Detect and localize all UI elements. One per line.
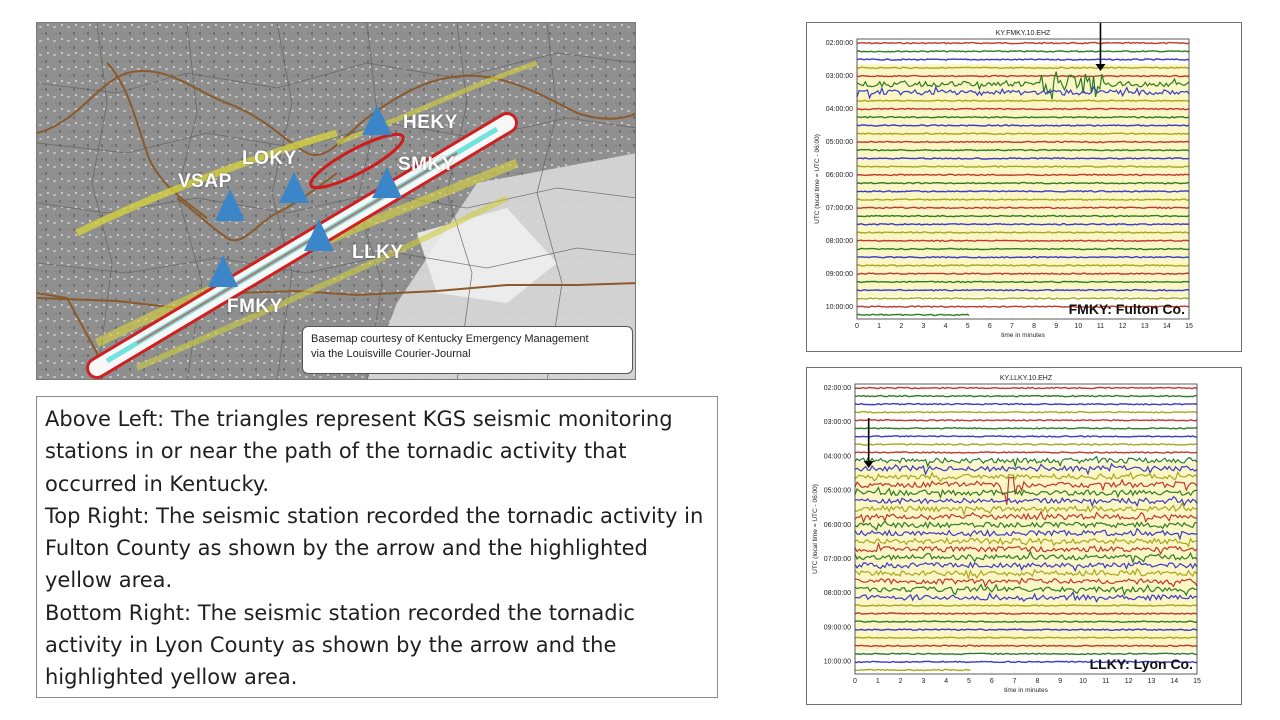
caption-bottom-right: Bottom Right: The seismic station recorded the tornadic activity in Lyon County as shown by the arrow and the highlighted yellow area. xyxy=(45,600,635,690)
trace-line xyxy=(857,314,969,315)
y-tick-label: 03:00:00 xyxy=(823,419,851,427)
x-tick-label: 13 xyxy=(1140,323,1149,330)
y-tick-label: 04:00:00 xyxy=(823,453,851,461)
seismogram-fmky xyxy=(806,22,1242,352)
station-label-vsap: VSAP xyxy=(178,171,232,192)
x-tick-label: 3 xyxy=(921,323,926,330)
plot-title: KY.FMKY.10.EHZ xyxy=(995,30,1051,37)
trace-line xyxy=(855,436,1197,437)
basemap-credit xyxy=(302,326,633,374)
trace-line xyxy=(855,396,1197,397)
x-tick-label: 11 xyxy=(1096,323,1105,330)
x-tick-label: 15 xyxy=(1193,678,1201,685)
station-name-label: LLKY: Lyon Co. xyxy=(1089,656,1193,672)
trace-line xyxy=(857,232,1189,233)
x-tick-label: 2 xyxy=(898,678,903,685)
credit-line-2: via the Louisville Courier-Journal xyxy=(311,348,471,360)
y-tick-label: 07:00:00 xyxy=(823,555,851,563)
trace-line xyxy=(855,444,1197,445)
plot-title: KY.LLKY.10.EHZ xyxy=(999,375,1053,382)
y-tick-label: 05:00:00 xyxy=(825,138,853,146)
trace-line xyxy=(857,133,1189,134)
x-tick-label: 1 xyxy=(875,678,880,685)
trace-line xyxy=(857,59,1189,60)
y-tick-label: 09:00:00 xyxy=(825,270,853,278)
trace-line xyxy=(857,240,1189,241)
trace-line xyxy=(855,404,1197,405)
trace-line xyxy=(855,428,1197,429)
station-label-heky: HEKY xyxy=(403,112,458,133)
trace-line xyxy=(855,387,1197,388)
trace-line xyxy=(855,452,1197,453)
trace-line xyxy=(857,298,1189,299)
y-tick-label: 03:00:00 xyxy=(825,72,853,80)
trace-line xyxy=(855,412,1197,413)
trace-line xyxy=(855,669,970,670)
x-tick-label: 15 xyxy=(1185,323,1193,330)
x-tick-label: 9 xyxy=(1058,678,1063,685)
x-tick-label: 6 xyxy=(987,323,992,330)
station-label-fmky: FMKY xyxy=(227,296,283,317)
x-tick-label: 5 xyxy=(965,323,970,330)
y-tick-label: 06:00:00 xyxy=(823,521,851,529)
y-tick-label: 06:00:00 xyxy=(825,171,853,179)
y-tick-label: 10:00:00 xyxy=(823,658,851,666)
x-axis-title: time in minutes xyxy=(1001,332,1045,339)
station-label-llky: LLKY xyxy=(352,242,404,263)
station-label-loky: LOKY xyxy=(242,148,297,169)
trace-line xyxy=(857,43,1189,44)
x-tick-label: 10 xyxy=(1074,323,1083,330)
x-tick-label: 12 xyxy=(1118,323,1127,330)
trace-line xyxy=(855,420,1197,421)
caption-above-left: Above Left: The triangles represent KGS seismic monitoring stations in or near the path of the tornadic activity that occurred in Kentucky. xyxy=(45,407,673,496)
x-tick-label: 12 xyxy=(1124,678,1133,685)
x-tick-label: 5 xyxy=(967,678,971,685)
y-tick-label: 08:00:00 xyxy=(825,237,853,245)
x-tick-label: 4 xyxy=(944,678,949,685)
x-tick-label: 4 xyxy=(943,323,948,330)
x-tick-label: 3 xyxy=(921,678,926,685)
x-tick-label: 14 xyxy=(1162,323,1171,330)
x-tick-label: 14 xyxy=(1170,678,1179,685)
x-tick-label: 13 xyxy=(1147,678,1156,685)
trace-line xyxy=(855,653,1197,654)
figure-caption xyxy=(36,396,718,698)
y-tick-label: 08:00:00 xyxy=(823,590,851,598)
seismogram-fmky-plot xyxy=(807,23,1242,352)
seismogram-llky xyxy=(806,367,1242,705)
x-tick-label: 2 xyxy=(899,323,904,330)
x-tick-label: 10 xyxy=(1079,678,1087,685)
trace-line xyxy=(857,51,1189,52)
x-tick-label: 7 xyxy=(1009,323,1014,330)
y-tick-label: 04:00:00 xyxy=(825,105,853,113)
station-label-smky: SMKY xyxy=(398,154,455,175)
x-tick-label: 7 xyxy=(1012,678,1017,685)
x-tick-label: 1 xyxy=(877,323,882,330)
y-axis-title: UTC (local time = UTC - 06:00) xyxy=(812,484,819,574)
y-tick-label: 09:00:00 xyxy=(823,624,851,632)
trace-line xyxy=(857,216,1189,217)
x-tick-label: 0 xyxy=(853,678,857,685)
highlighted-area xyxy=(857,64,1189,296)
y-axis-title: UTC (local time = UTC - 06:00) xyxy=(814,134,821,224)
x-tick-label: 0 xyxy=(855,323,859,330)
seismogram-llky-plot xyxy=(807,368,1242,705)
y-tick-label: 02:00:00 xyxy=(823,385,851,392)
x-tick-label: 9 xyxy=(1054,323,1059,330)
station-name-label: FMKY: Fulton Co. xyxy=(1068,301,1185,317)
trace-line xyxy=(857,166,1189,167)
y-tick-label: 02:00:00 xyxy=(825,40,853,47)
y-tick-label: 07:00:00 xyxy=(825,204,853,212)
x-axis-title: time in minutes xyxy=(1004,687,1048,694)
caption-top-right: Top Right: The seismic station recorded the tornadic activity in Fulton County as shown by the arrow and the highlighted yellow area. xyxy=(45,503,704,593)
tornado-track-map xyxy=(36,22,636,380)
credit-line-1: Basemap courtesy of Kentucky Emergency Management xyxy=(311,333,589,345)
y-tick-label: 10:00:00 xyxy=(825,303,853,311)
x-tick-label: 8 xyxy=(1032,323,1037,330)
x-tick-label: 8 xyxy=(1035,678,1040,685)
y-tick-label: 05:00:00 xyxy=(823,487,851,495)
x-tick-label: 11 xyxy=(1102,678,1110,685)
x-tick-label: 6 xyxy=(989,678,994,685)
